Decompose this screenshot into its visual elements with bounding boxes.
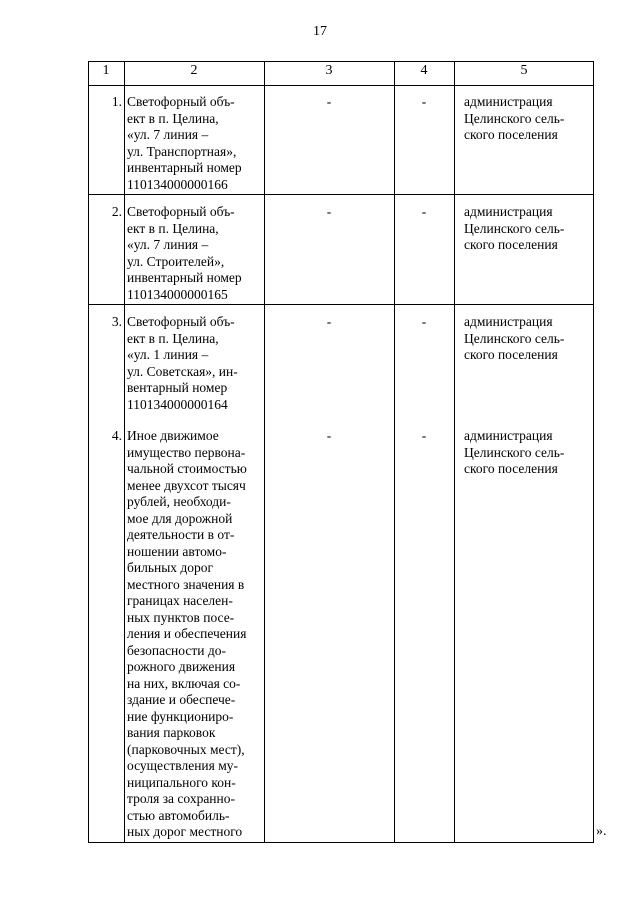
row-number: 1. bbox=[111, 94, 122, 109]
object-description: Светофорный объ- ект в п. Целина, «ул. 7 линия – ул. Строителей», инвентарный номер 110134000000165 bbox=[127, 204, 242, 302]
row-number: 2. bbox=[111, 204, 122, 219]
col3-value: - bbox=[326, 428, 332, 443]
col4-value: - bbox=[421, 428, 427, 443]
column-divider bbox=[124, 61, 125, 843]
owner: администрация Целинского сель- ского поселения bbox=[464, 94, 565, 142]
col3-value: - bbox=[326, 314, 332, 329]
column-divider bbox=[394, 61, 395, 843]
owner: администрация Целинского сель- ского поселения bbox=[464, 428, 565, 476]
row-divider bbox=[88, 842, 594, 843]
header-col-5: 5 bbox=[520, 63, 528, 78]
page-number: 17 bbox=[313, 24, 327, 39]
owner: администрация Целинского сель- ского поселения bbox=[464, 314, 565, 362]
row-divider bbox=[88, 85, 594, 86]
column-divider bbox=[264, 61, 265, 843]
header-col-2: 2 bbox=[190, 63, 198, 78]
row-divider bbox=[88, 304, 594, 305]
col4-value: - bbox=[421, 94, 427, 109]
owner: администрация Целинского сель- ского поселения bbox=[464, 204, 565, 252]
header-col-3: 3 bbox=[325, 63, 333, 78]
row-number: 4. bbox=[111, 428, 122, 443]
header-col-1: 1 bbox=[102, 63, 110, 78]
col4-value: - bbox=[421, 204, 427, 219]
object-description: Светофорный объ- ект в п. Целина, «ул. 7 линия – ул. Транспортная», инвентарный номер 110134000000166 bbox=[127, 94, 242, 192]
object-description: Иное движимое имущество первона- чальной стоимостью менее двухсот тысяч рублей, необходи- мое для дорожной деятельности в от- ношении автомо- бильных дорог местного значения в границах населен- ных пунктов посе- ления и обеспечения безопасности до- рожного движения на них, включая со- здание и обеспече- ние функциониро- вания парковок (парковочных мест), осуществления му- ниципального кон- троля за сохранно- стью автомобиль- ных дорог местного bbox=[127, 428, 247, 839]
column-divider bbox=[454, 61, 455, 843]
header-col-4: 4 bbox=[420, 63, 428, 78]
col4-value: - bbox=[421, 314, 427, 329]
row-number: 3. bbox=[111, 314, 122, 329]
row-divider bbox=[88, 194, 594, 195]
closing-quote: ». bbox=[596, 824, 607, 839]
col3-value: - bbox=[326, 204, 332, 219]
col3-value: - bbox=[326, 94, 332, 109]
object-description: Светофорный объ- ект в п. Целина, «ул. 1 линия – ул. Советская», ин- вентарный номер 110134000000164 bbox=[127, 314, 238, 412]
